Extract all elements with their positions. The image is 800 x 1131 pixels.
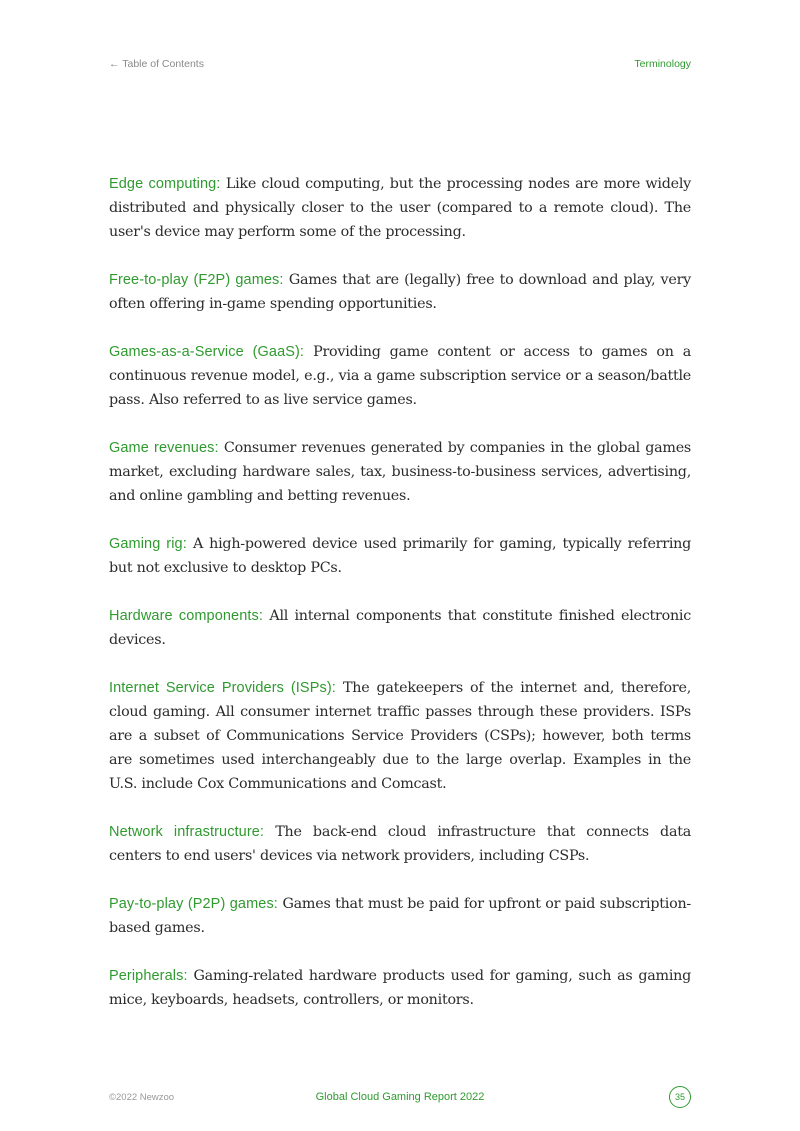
term-label: Pay-to-play (P2P) games: xyxy=(109,896,278,912)
term-definition: Like cloud computing, but the processing nodes are more widely distributed and physically closer to the user (compared to a remote cloud). The user's device may perform some of the processing. xyxy=(109,176,691,240)
term-label: Peripherals: xyxy=(109,968,188,984)
term-definition: Gaming-related hardware products used for gaming, such as gaming mice, keyboards, headsets, controllers, or monitors. xyxy=(109,968,692,1008)
table-of-contents-link[interactable]: ← Table of Contents xyxy=(109,58,204,70)
page-number-badge: 35 xyxy=(669,1086,691,1108)
terminology-list xyxy=(109,172,691,1036)
term-entry-pay-to-play xyxy=(109,892,691,940)
term-definition: A high-powered device used primarily for gaming, typically referring but not exclusive to desktop PCs. xyxy=(109,536,691,576)
term-definition: Games that are (legally) free to download and play, very often offering in-game spending opportunities. xyxy=(109,272,692,312)
term-label: Hardware components: xyxy=(109,608,263,624)
term-definition: The gatekeepers of the internet and, therefore, cloud gaming. All consumer internet traffic passes through these providers. ISPs are a subset of Communications Service Providers (CSPs); however, both terms are sometimes used interchangeably due to the large overlap. Examples in the U.S. include Cox Communications and Comcast. xyxy=(109,680,692,792)
page-footer xyxy=(109,1086,691,1110)
term-label: Free-to-play (F2P) games: xyxy=(109,272,284,288)
term-label: Games-as-a-Service (GaaS): xyxy=(109,344,305,360)
term-label: Internet Service Providers (ISPs): xyxy=(109,680,336,696)
term-entry-games-as-a-service xyxy=(109,340,691,412)
term-definition: Consumer revenues generated by companies in the global games market, excluding hardware sales, tax, business-to-business services, advertising, and online gambling and betting revenues. xyxy=(109,440,692,504)
page-header xyxy=(109,58,691,74)
term-label: Gaming rig: xyxy=(109,536,187,552)
report-title: Global Cloud Gaming Report 2022 xyxy=(315,1091,485,1103)
term-definition: Games that must be paid for upfront or paid subscription-based games. xyxy=(109,896,691,936)
term-entry-game-revenues xyxy=(109,436,691,508)
term-entry-gaming-rig xyxy=(109,532,691,580)
section-title: Terminology xyxy=(634,58,691,70)
term-definition: Providing game content or access to games on a continuous revenue model, e.g., via a game subscription service or a season/battle pass. Also referred to as live service games. xyxy=(109,344,691,408)
term-label: Game revenues: xyxy=(109,440,219,456)
term-entry-peripherals xyxy=(109,964,691,1012)
term-label: Edge computing: xyxy=(109,176,221,192)
term-definition: All internal components that constitute finished electronic devices. xyxy=(109,608,691,648)
copyright-notice: ©2022 Newzoo xyxy=(109,1092,175,1103)
term-entry-isps xyxy=(109,676,691,796)
term-entry-edge-computing xyxy=(109,172,691,244)
term-entry-network-infrastructure xyxy=(109,820,691,868)
term-label: Network infrastructure: xyxy=(109,824,265,840)
term-entry-free-to-play xyxy=(109,268,691,316)
term-entry-hardware-components xyxy=(109,604,691,652)
term-definition: The back-end cloud infrastructure that connects data centers to end users' devices via network providers, including CSPs. xyxy=(109,824,692,864)
